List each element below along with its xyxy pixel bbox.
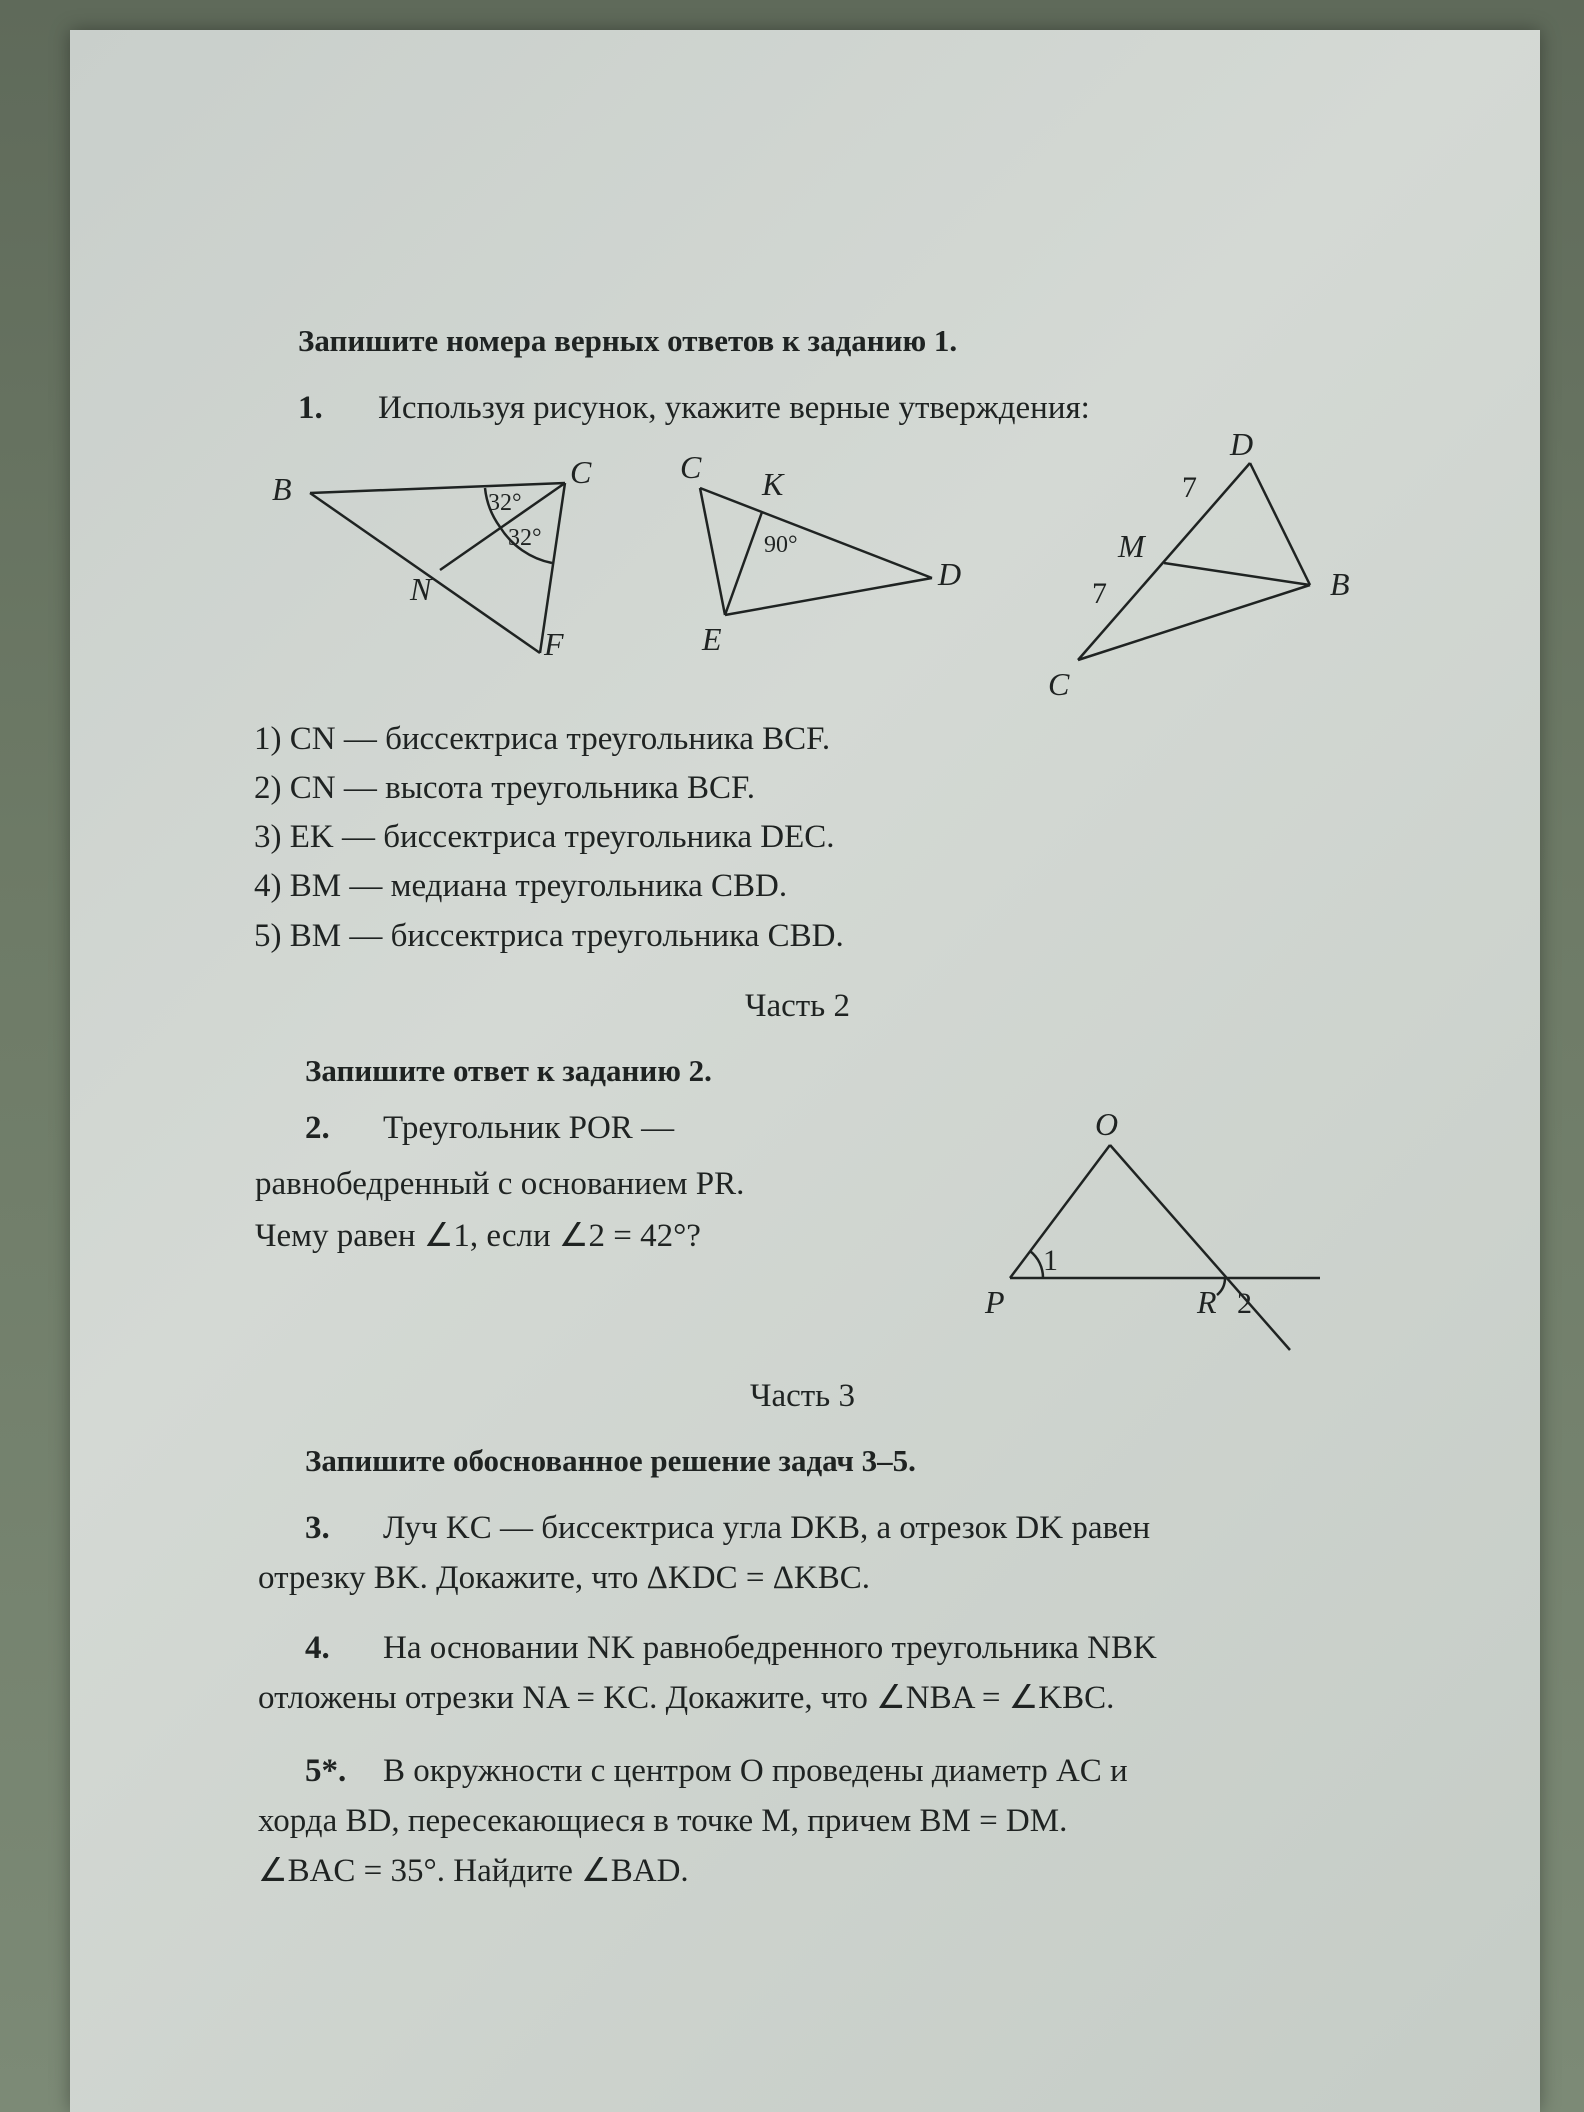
option-4: 4) BM — медиана треугольника CBD. (254, 868, 788, 904)
segment-label-7-top: 7 (1182, 471, 1197, 504)
side-op (1010, 1145, 1110, 1278)
segment-ek (725, 512, 762, 615)
side-dc (1078, 463, 1250, 660)
task4-line-2: отложены отрезки NA = KC. Докажите, что ∠NBA = ∠KBC. (258, 1680, 1115, 1716)
task3-line-2: отрезку BK. Докажите, что ΔKDC = ΔKBC. (258, 1560, 871, 1596)
task5-line-3: ∠BAC = 35°. Найдите ∠BAD. (258, 1853, 689, 1889)
task5-number: 5*. (305, 1753, 347, 1789)
side-cd (700, 488, 932, 578)
instruction-task1: Запишите номера верных ответов к заданию 1. (298, 323, 958, 358)
label-c: C (680, 449, 702, 485)
angle-label-32-bottom: 32° (508, 525, 542, 551)
segment-label-7-bottom: 7 (1092, 577, 1107, 610)
label-r: R (1197, 1284, 1217, 1320)
angle-label-1: 1 (1043, 1244, 1058, 1277)
figure-triangle-cbd (1040, 425, 1380, 710)
side-db (1250, 463, 1310, 585)
label-f: F (544, 626, 564, 662)
part2-instruction: Запишите ответ к заданию 2. (305, 1053, 712, 1088)
label-n: N (410, 571, 432, 607)
task1-number: 1. (298, 390, 323, 426)
task2-line-2: равнобедренный с основанием PR. (255, 1166, 745, 1202)
label-d: D (938, 556, 962, 592)
option-2: 2) CN — высота треугольника BCF. (254, 770, 755, 806)
side-bc (1078, 585, 1310, 660)
label-e: E (702, 621, 722, 657)
figure-triangle-por (975, 1105, 1335, 1370)
label-k: K (762, 466, 784, 502)
task2-line-3: Чему равен ∠1, если ∠2 = 42°? (255, 1218, 701, 1254)
task4-line-1: На основании NK равнобедренного треугольника NBK (383, 1630, 1157, 1666)
segment-bm (1164, 563, 1310, 585)
part3-title: Часть 3 (750, 1378, 855, 1414)
option-1: 1) CN — биссектриса треугольника BCF. (254, 721, 831, 757)
figure-triangle-cde (670, 440, 990, 675)
option-3: 3) EK — биссектриса треугольника DEC. (254, 819, 835, 855)
task2-line-1: Треугольник POR — (383, 1110, 675, 1146)
task3-number: 3. (305, 1510, 330, 1546)
angle-label-2: 2 (1237, 1287, 1252, 1320)
part2-title: Часть 2 (745, 988, 850, 1024)
option-5: 5) BM — биссектриса треугольника CBD. (254, 918, 844, 954)
label-d: D (1230, 426, 1254, 462)
side-bc (310, 483, 565, 493)
angle-arc-2 (1217, 1278, 1225, 1295)
label-b: B (272, 471, 292, 507)
label-c: C (1048, 666, 1070, 702)
task1-text: Используя рисунок, укажите верные утверждения: (378, 390, 1090, 426)
task4-number: 4. (305, 1630, 330, 1666)
task3-line-1: Луч KC — биссектриса угла DKB, а отрезок DK равен (383, 1510, 1151, 1546)
label-m: M (1118, 528, 1145, 564)
angle-arc-1 (1030, 1251, 1043, 1278)
side-de (725, 578, 932, 615)
angle-label-32-top: 32° (488, 490, 522, 516)
task5-line-2: хорда BD, пересекающиеся в точке M, причем BM = DM. (258, 1803, 1068, 1839)
task2-number: 2. (305, 1110, 330, 1146)
label-o: O (1095, 1106, 1119, 1142)
task5-line-1: В окружности с центром O проведены диаметр AC и (383, 1753, 1128, 1789)
part3-instruction: Запишите обоснованное решение задач 3–5. (305, 1443, 916, 1478)
side-ec (700, 488, 725, 615)
figure-triangle-bcf (270, 455, 600, 680)
label-c: C (570, 455, 592, 490)
label-p: P (985, 1284, 1005, 1320)
label-b: B (1330, 566, 1350, 602)
angle-label-90: 90° (764, 532, 798, 558)
